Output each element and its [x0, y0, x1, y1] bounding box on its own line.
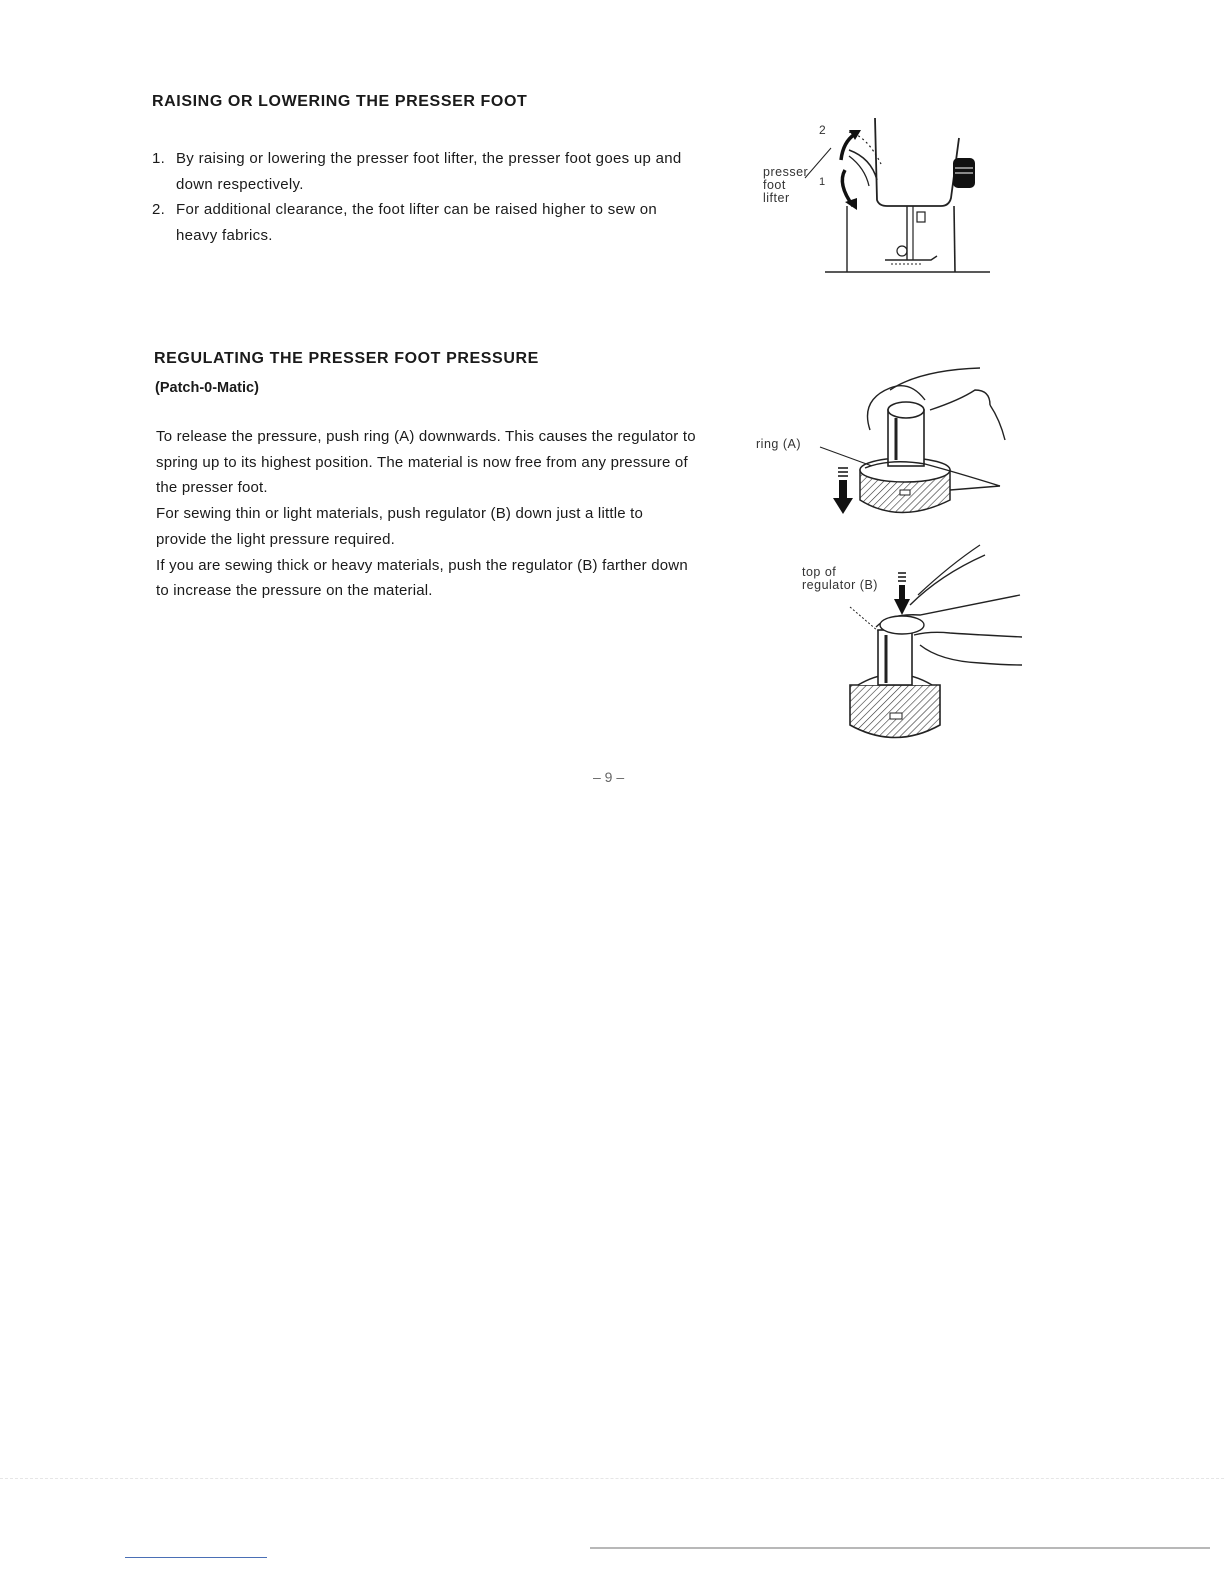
list-item: [152, 197, 692, 248]
presser-foot-lifter-label: [763, 166, 808, 205]
step-text: For additional clearance, the foot lifter can be raised higher to sew on heavy fabrics.: [176, 201, 658, 245]
paragraph: If you are sewing thick or heavy materials, push the regulator (B) farther down to increase the pressure on the material.: [156, 556, 688, 600]
ring-a-figure: [750, 360, 1030, 530]
label-line: top of: [802, 565, 837, 579]
label-line: presser: [763, 165, 809, 179]
step-number: 2.: [152, 201, 166, 219]
bottom-gray-rule: [590, 1547, 1210, 1549]
section-title-regulating-pressure: REGULATING THE PRESSER FOOT PRESSURE: [154, 350, 539, 367]
section-subtitle: (Patch-0-Matic): [155, 380, 259, 396]
page-number: – 9 –: [593, 769, 625, 785]
step-text: By raising or lowering the presser foot lifter, the presser foot goes up and down respectively.: [176, 150, 682, 193]
steps-list: [152, 146, 692, 249]
list-item: [152, 146, 692, 197]
label-line: foot: [763, 178, 786, 192]
paragraph: For sewing thin or light materials, push regulator (B) down just a little to provide the light pressure required.: [156, 505, 644, 548]
label-line: lifter: [763, 191, 790, 205]
bottom-blue-rule: [125, 1557, 267, 1558]
label-line: regulator (B): [802, 578, 878, 592]
section-title-raising-lowering: RAISING OR LOWERING THE PRESSER FOOT: [152, 93, 528, 110]
paragraph: To release the pressure, push ring (A) downwards. This causes the regulator to spring up to its highest position. The material is now free from any pressure of the presser foot.: [156, 428, 696, 497]
marker-1: 1: [819, 176, 826, 188]
pressure-instructions: [156, 424, 696, 604]
top-of-regulator-b-label: [802, 566, 878, 592]
presser-foot-lifter-figure: [745, 110, 1005, 280]
marker-2: 2: [819, 123, 827, 137]
scan-artifact-line: [0, 1478, 1224, 1479]
ring-a-label: ring (A): [756, 437, 801, 451]
step-number: 1.: [152, 150, 166, 167]
regulator-b-figure: [790, 535, 1030, 750]
